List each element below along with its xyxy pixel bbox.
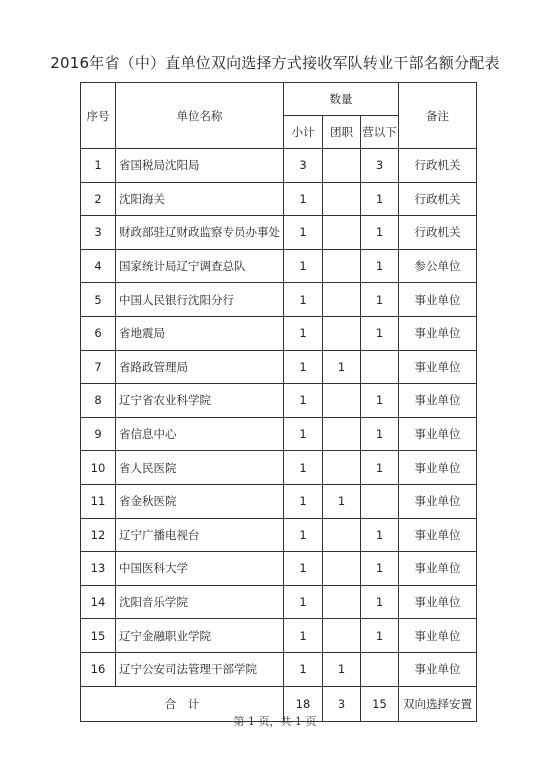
cell-note: 事业单位	[399, 316, 477, 350]
cell-battalion: 1	[361, 552, 399, 586]
cell-seq: 2	[81, 182, 116, 216]
cell-note: 事业单位	[399, 552, 477, 586]
cell-battalion	[361, 484, 399, 518]
cell-regiment: 1	[323, 652, 361, 686]
table-row	[81, 182, 477, 216]
cell-regiment	[323, 451, 361, 485]
cell-seq: 14	[81, 585, 116, 619]
header-battalion: 营以下	[361, 116, 399, 149]
cell-unit: 辽宁公安司法管理干部学院	[116, 652, 284, 686]
header-quantity: 数量	[284, 83, 399, 116]
cell-battalion: 1	[361, 518, 399, 552]
quota-table	[80, 82, 477, 722]
cell-unit: 省信息中心	[116, 417, 284, 451]
cell-regiment	[323, 384, 361, 418]
cell-battalion: 1	[361, 283, 399, 317]
cell-seq: 5	[81, 283, 116, 317]
cell-note: 行政机关	[399, 182, 477, 216]
cell-seq: 10	[81, 451, 116, 485]
cell-note: 事业单位	[399, 484, 477, 518]
cell-unit: 沈阳海关	[116, 182, 284, 216]
cell-note: 事业单位	[399, 350, 477, 384]
cell-unit: 省路政管理局	[116, 350, 284, 384]
cell-unit: 省人民医院	[116, 451, 284, 485]
cell-seq: 3	[81, 216, 116, 250]
cell-regiment	[323, 585, 361, 619]
total-regiment: 3	[323, 686, 361, 721]
cell-unit: 省地震局	[116, 316, 284, 350]
cell-battalion: 1	[361, 249, 399, 283]
cell-battalion: 1	[361, 585, 399, 619]
page-title: 2016年省（中）直单位双向选择方式接收军队转业干部名额分配表	[50, 54, 500, 72]
cell-seq: 16	[81, 652, 116, 686]
cell-seq: 7	[81, 350, 116, 384]
cell-subtotal: 1	[284, 316, 323, 350]
cell-seq: 8	[81, 384, 116, 418]
cell-note: 事业单位	[399, 585, 477, 619]
cell-battalion: 1	[361, 619, 399, 653]
header-unit: 单位名称	[116, 83, 284, 149]
cell-battalion: 3	[361, 149, 399, 183]
cell-note: 事业单位	[399, 384, 477, 418]
table-row	[81, 585, 477, 619]
table-row	[81, 350, 477, 384]
cell-regiment	[323, 283, 361, 317]
table-row	[81, 652, 477, 686]
cell-note: 行政机关	[399, 149, 477, 183]
cell-regiment	[323, 619, 361, 653]
cell-note: 事业单位	[399, 417, 477, 451]
header-regiment: 团职	[323, 116, 361, 149]
cell-subtotal: 1	[284, 552, 323, 586]
cell-regiment	[323, 149, 361, 183]
cell-note: 参公单位	[399, 249, 477, 283]
cell-subtotal: 1	[284, 652, 323, 686]
cell-seq: 6	[81, 316, 116, 350]
table-row	[81, 249, 477, 283]
cell-regiment: 1	[323, 350, 361, 384]
cell-regiment	[323, 216, 361, 250]
table-row	[81, 417, 477, 451]
cell-unit: 省国税局沈阳局	[116, 149, 284, 183]
cell-battalion: 1	[361, 182, 399, 216]
cell-subtotal: 1	[284, 216, 323, 250]
table-row	[81, 384, 477, 418]
cell-regiment	[323, 249, 361, 283]
cell-seq: 13	[81, 552, 116, 586]
cell-seq: 1	[81, 149, 116, 183]
cell-note: 行政机关	[399, 216, 477, 250]
total-label: 合 计	[81, 686, 284, 721]
cell-regiment	[323, 518, 361, 552]
table-row	[81, 451, 477, 485]
cell-note: 事业单位	[399, 451, 477, 485]
table-row	[81, 552, 477, 586]
header-subtotal: 小计	[284, 116, 323, 149]
cell-seq: 4	[81, 249, 116, 283]
table-header	[81, 83, 477, 149]
cell-battalion: 1	[361, 316, 399, 350]
cell-note: 事业单位	[399, 652, 477, 686]
table-row	[81, 518, 477, 552]
cell-subtotal: 1	[284, 585, 323, 619]
cell-seq: 12	[81, 518, 116, 552]
cell-regiment	[323, 417, 361, 451]
table-row	[81, 216, 477, 250]
cell-seq: 11	[81, 484, 116, 518]
cell-unit: 省金秋医院	[116, 484, 284, 518]
cell-subtotal: 1	[284, 350, 323, 384]
cell-subtotal: 1	[284, 619, 323, 653]
cell-subtotal: 1	[284, 417, 323, 451]
cell-battalion: 1	[361, 384, 399, 418]
total-note: 双向选择安置	[399, 686, 477, 721]
cell-note: 事业单位	[399, 283, 477, 317]
cell-unit: 中国医科大学	[116, 552, 284, 586]
header-note: 备注	[399, 83, 477, 149]
cell-subtotal: 1	[284, 249, 323, 283]
total-battalion: 15	[361, 686, 399, 721]
table-row	[81, 316, 477, 350]
cell-battalion	[361, 652, 399, 686]
table-body	[81, 149, 477, 687]
cell-unit: 国家统计局辽宁调查总队	[116, 249, 284, 283]
cell-regiment: 1	[323, 484, 361, 518]
cell-battalion: 1	[361, 417, 399, 451]
header-seq: 序号	[81, 83, 116, 149]
cell-unit: 辽宁省农业科学院	[116, 384, 284, 418]
cell-subtotal: 1	[284, 484, 323, 518]
cell-unit: 沈阳音乐学院	[116, 585, 284, 619]
page-number: 第 1 页，共 1 页	[233, 715, 317, 728]
cell-seq: 15	[81, 619, 116, 653]
table-row	[81, 484, 477, 518]
table-row	[81, 149, 477, 183]
cell-battalion: 1	[361, 451, 399, 485]
cell-seq: 9	[81, 417, 116, 451]
cell-subtotal: 1	[284, 518, 323, 552]
cell-subtotal: 1	[284, 451, 323, 485]
cell-unit: 辽宁金融职业学院	[116, 619, 284, 653]
cell-subtotal: 1	[284, 384, 323, 418]
cell-subtotal: 1	[284, 283, 323, 317]
cell-regiment	[323, 316, 361, 350]
cell-unit: 辽宁广播电视台	[116, 518, 284, 552]
cell-regiment	[323, 552, 361, 586]
total-subtotal: 18	[284, 686, 323, 721]
cell-note: 事业单位	[399, 619, 477, 653]
table-row	[81, 283, 477, 317]
cell-battalion: 1	[361, 216, 399, 250]
cell-unit: 中国人民银行沈阳分行	[116, 283, 284, 317]
cell-regiment	[323, 182, 361, 216]
cell-note: 事业单位	[399, 518, 477, 552]
cell-subtotal: 1	[284, 182, 323, 216]
table-row	[81, 619, 477, 653]
header-row	[81, 83, 477, 116]
cell-subtotal: 3	[284, 149, 323, 183]
cell-battalion	[361, 350, 399, 384]
cell-unit: 财政部驻辽财政监察专员办事处	[116, 216, 284, 250]
